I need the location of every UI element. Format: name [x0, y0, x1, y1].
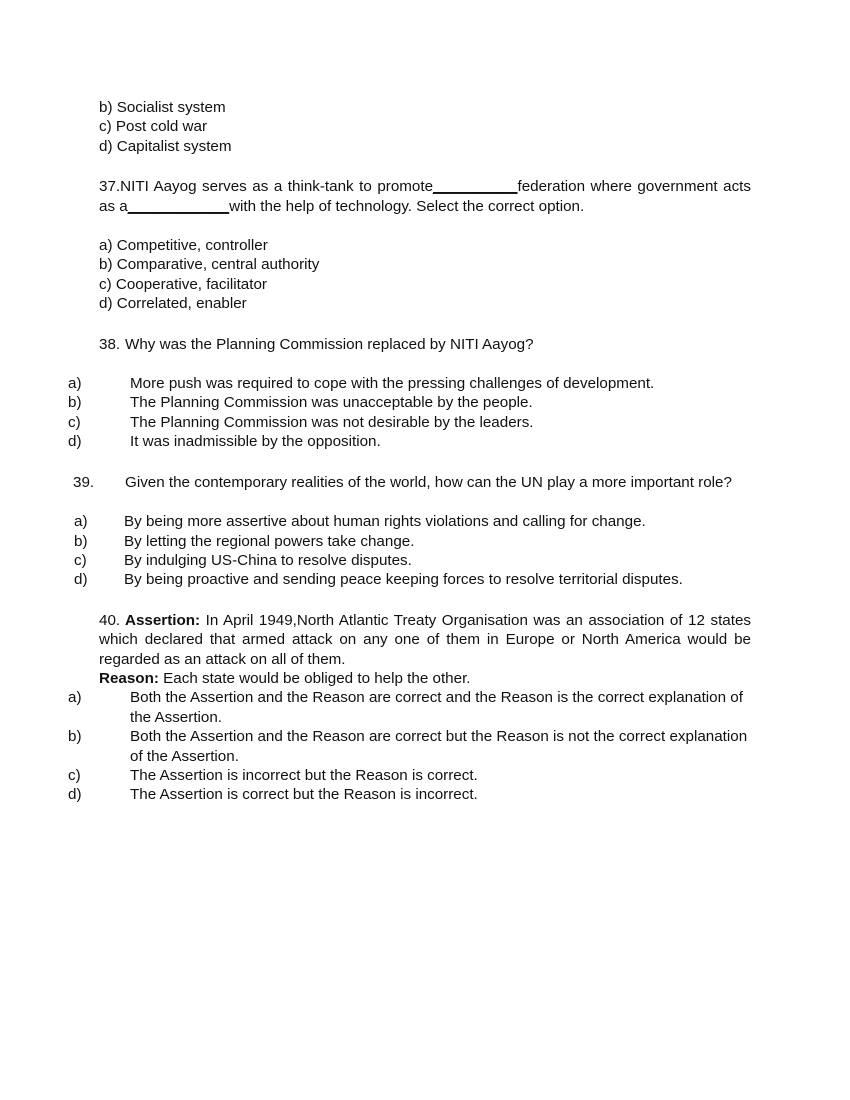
reason-label: Reason: [99, 669, 159, 687]
question-40-option-b [68, 727, 751, 766]
question-40-reason [99, 669, 751, 688]
question-37-number: 37. [99, 178, 121, 196]
question-37-option-a: a) Competitive, controller [99, 237, 268, 255]
question-37-option-c: c) Cooperative, facilitator [99, 275, 267, 293]
option-text: The Planning Commission was unacceptable by the people. [130, 394, 533, 412]
assertion-label: Assertion: [125, 611, 201, 629]
option-text: Both the Assertion and the Reason are correct and the Reason is the correct explanation of the Assertion. [130, 689, 743, 726]
question-37-blank-2: ____________ [127, 197, 230, 215]
question-37-option-b: b) Comparative, central authority [99, 256, 320, 274]
option-text: By letting the regional powers take change. [124, 532, 415, 550]
question-38-option-d [68, 432, 751, 451]
option-text: By indulging US-China to resolve disputes. [124, 551, 412, 569]
option-marker: a) [68, 689, 82, 707]
question-39-option-a [74, 512, 751, 531]
question-37-text-part3: with the help of technology. Select the correct option. [229, 197, 585, 215]
option-marker: b) [74, 532, 88, 550]
question-37-text-part1: NITI Aayog serves as a think-tank to promote [120, 178, 434, 196]
option-marker: d) [68, 786, 82, 804]
question-39-text: Given the contemporary realities of the world, how can the UN play a more important role? [125, 473, 732, 491]
question-38-option-a [68, 374, 751, 393]
assertion-text: In April 1949,North Atlantic Treaty Organisation was an association of 12 states which declared that armed attack on any one of them in Europe or North America would be regarded as an attack on all of them. [99, 611, 751, 668]
option-text: Both the Assertion and the Reason are correct but the Reason is not the correct explanation of the Assertion. [130, 728, 748, 765]
question-38-option-c [68, 413, 751, 432]
question-37-text-part2: federation where government acts as a [99, 178, 751, 215]
option-marker: d) [74, 571, 88, 589]
option-text: The Assertion is incorrect but the Reason is correct. [130, 766, 478, 784]
question-40-option-d [68, 785, 751, 804]
option-marker: c) [68, 766, 81, 784]
question-37-blank-1: __________ [433, 178, 518, 196]
option-marker: b) [68, 394, 82, 412]
question-38-number: 38. [99, 335, 121, 353]
option-text: The Assertion is correct but the Reason is incorrect. [130, 786, 478, 804]
question-37 [99, 177, 751, 216]
spacer [99, 452, 751, 473]
question-40-assertion [99, 611, 751, 669]
question-38-option-b [68, 393, 751, 412]
option-text: By being more assertive about human rights violations and calling for change. [124, 513, 646, 531]
option-marker: c) [68, 413, 81, 431]
question-39-option-c [74, 551, 751, 570]
option-marker: a) [74, 513, 88, 531]
question-39-option-b [74, 532, 751, 551]
question-37-option-d: d) Correlated, enabler [99, 295, 247, 313]
question-39 [73, 473, 751, 492]
reason-text: Each state would be obliged to help the other. [163, 669, 471, 687]
spacer [99, 354, 751, 374]
option-marker: c) [74, 551, 87, 569]
document-content [68, 98, 751, 805]
option-marker: a) [68, 375, 82, 393]
option-text: By being proactive and sending peace keeping forces to resolve territorial disputes. [124, 571, 683, 589]
question-38-text: Why was the Planning Commission replaced by NITI Aayog? [125, 335, 534, 353]
question-39-number: 39. [73, 473, 95, 491]
question-40-number: 40. [99, 611, 121, 629]
question-40-option-a [68, 688, 751, 727]
spacer [99, 314, 751, 335]
carryover-option-d: d) Capitalist system [99, 137, 232, 155]
spacer [99, 156, 751, 177]
question-39-option-d [74, 570, 751, 589]
spacer [99, 590, 751, 611]
option-marker: b) [68, 728, 82, 746]
spacer [99, 216, 751, 236]
option-text: It was inadmissible by the opposition. [130, 433, 381, 451]
question-40-option-c [68, 766, 751, 785]
carryover-option-b: b) Socialist system [99, 99, 226, 116]
question-38 [99, 335, 751, 354]
option-marker: d) [68, 433, 82, 451]
option-text: More push was required to cope with the pressing challenges of development. [130, 375, 655, 393]
option-text: The Planning Commission was not desirable by the leaders. [130, 413, 534, 431]
carryover-option-c: c) Post cold war [99, 118, 208, 136]
spacer [99, 492, 751, 512]
